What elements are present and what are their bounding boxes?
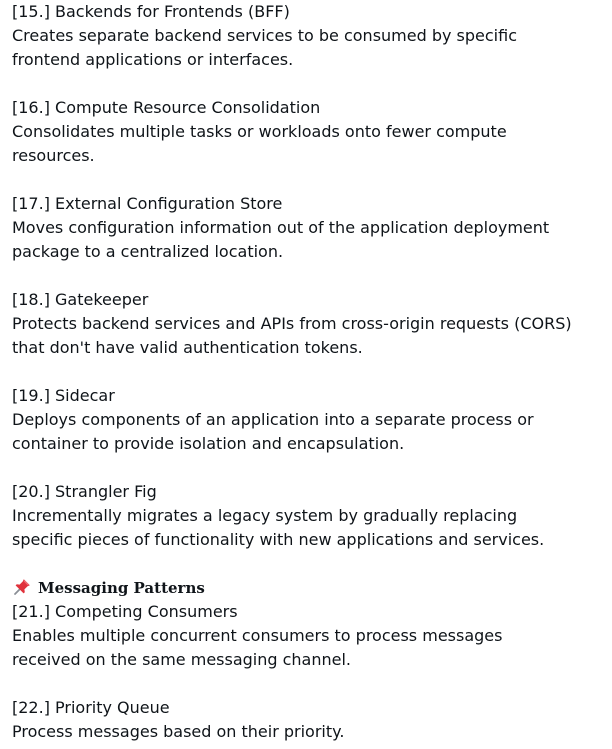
pattern-title: [20.] Strangler Fig bbox=[12, 482, 157, 501]
pushpin-icon bbox=[12, 577, 32, 597]
list-item bbox=[12, 192, 608, 264]
pattern-description: Enables multiple concurrent consumers to process messages received on the same messaging channel. bbox=[12, 626, 503, 669]
pattern-description: Deploys components of an application into a separate process or container to provide isolation and encapsulation. bbox=[12, 410, 534, 453]
list-item bbox=[12, 288, 608, 360]
pattern-description: Moves configuration information out of the application deployment package to a centralized location. bbox=[12, 218, 550, 261]
pattern-description: Creates separate backend services to be consumed by specific frontend applications or interfaces. bbox=[12, 26, 517, 69]
pattern-description: Protects backend services and APIs from cross-origin requests (CORS) that don't have valid authentication tokens. bbox=[12, 314, 572, 357]
list-item bbox=[12, 384, 608, 456]
pattern-description: Consolidates multiple tasks or workloads onto fewer compute resources. bbox=[12, 122, 507, 165]
pattern-title: [22.] Priority Queue bbox=[12, 698, 170, 717]
pattern-description: Incrementally migrates a legacy system by gradually replacing specific pieces of functionality with new applications and services. bbox=[12, 506, 545, 549]
post-body bbox=[12, 0, 608, 744]
pattern-title: [21.] Competing Consumers bbox=[12, 602, 238, 621]
list-item bbox=[12, 480, 608, 552]
pattern-title: [15.] Backends for Frontends (BFF) bbox=[12, 2, 290, 21]
pattern-title: [16.] Compute Resource Consolidation bbox=[12, 98, 321, 117]
list-item bbox=[12, 600, 608, 672]
list-item bbox=[12, 696, 608, 744]
list-item bbox=[12, 0, 608, 72]
pattern-title: [19.] Sidecar bbox=[12, 386, 115, 405]
pattern-description: Process messages based on their priority. bbox=[12, 722, 345, 741]
pattern-title: [17.] External Configuration Store bbox=[12, 194, 283, 213]
pattern-title: [18.] Gatekeeper bbox=[12, 290, 149, 309]
section-heading bbox=[12, 576, 608, 600]
section-title: Messaging Patterns bbox=[38, 579, 205, 597]
list-item bbox=[12, 96, 608, 168]
